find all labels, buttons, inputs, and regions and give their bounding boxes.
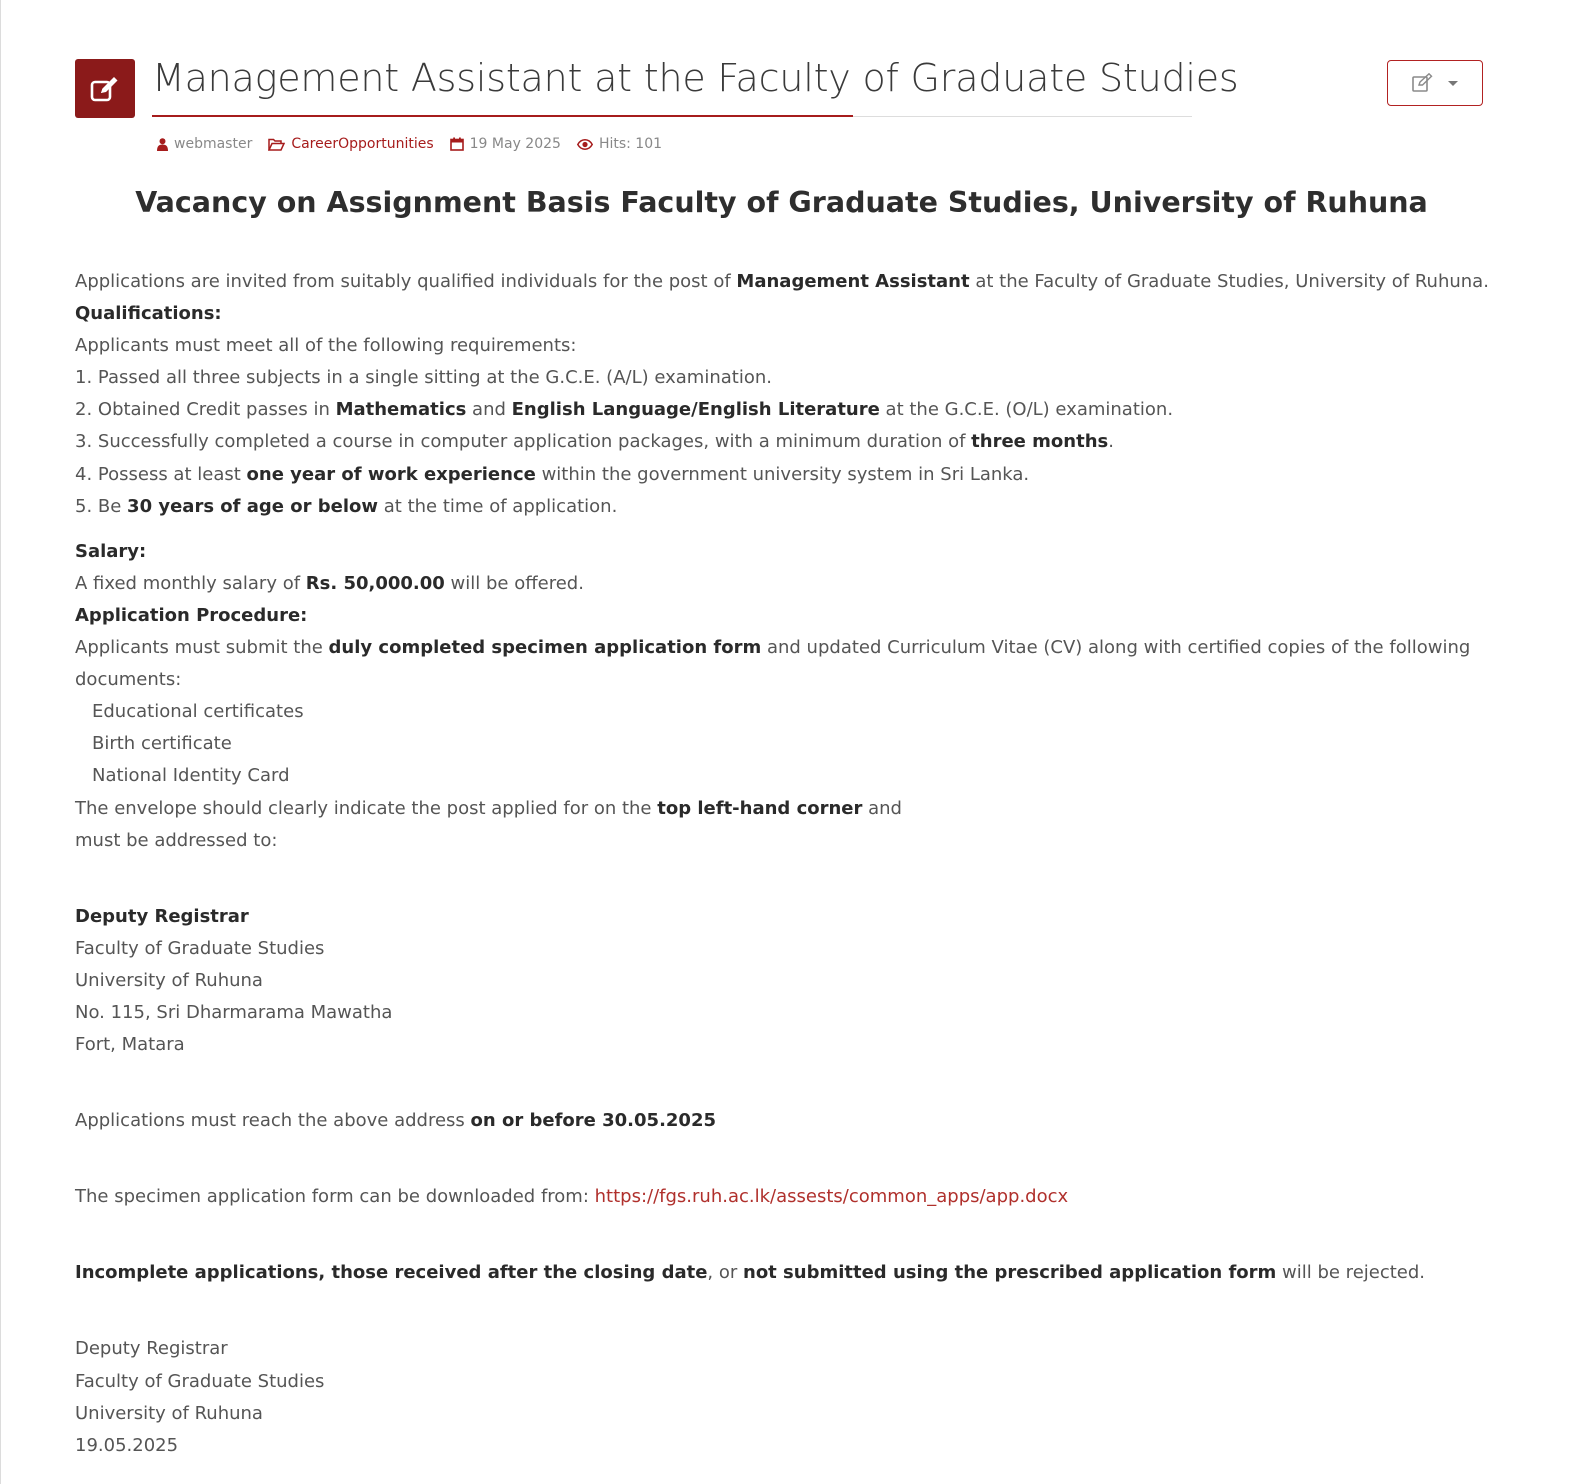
requirement-4	[75, 459, 1495, 491]
salary-amount: Rs. 50,000.00	[305, 572, 445, 594]
article-body	[75, 266, 1495, 1462]
article-meta	[157, 133, 678, 155]
req5-age: 30 years of age or below	[127, 495, 379, 517]
procedure-text-end: and updated Curriculum Vitae (CV) along with certified copies of the following documents:	[75, 637, 1471, 691]
category-link[interactable]: CareerOpportunities	[291, 136, 434, 152]
rejection-bold-1: Incomplete applications, those received after the closing date	[75, 1262, 708, 1284]
spacer	[75, 1213, 1495, 1257]
req5-text: 5. Be	[75, 495, 128, 517]
envelope-text: The envelope should clearly indicate the post applied for on the	[75, 797, 658, 819]
intro-text-end: at the Faculty of Graduate Studies, University of Ruhuna.	[969, 271, 1489, 292]
req2-text: 2. Obtained Credit passes in	[75, 399, 336, 421]
salary-paragraph	[75, 568, 1495, 600]
req4-text-end: within the government university system in Sri Lanka.	[535, 463, 1030, 485]
requirement-5	[75, 491, 1495, 523]
article-edit-icon	[75, 59, 135, 118]
address-title-text: Deputy Registrar	[75, 905, 249, 927]
salary-label: Salary:	[75, 540, 147, 562]
signature-line: Faculty of Graduate Studies	[75, 1370, 325, 1392]
intro-text: Applications are invited from suitably qualified individuals for the post of	[75, 271, 737, 292]
folder-open-icon	[268, 138, 285, 151]
requirement-1: 1. Passed all three subjects in a single sitting at the G.C.E. (A/L) examination.	[75, 367, 772, 389]
procedure-paragraph	[75, 632, 1495, 696]
requirement-3	[75, 426, 1495, 458]
signature-date: 19.05.2025	[75, 1434, 179, 1456]
page-title-wrap	[152, 50, 1239, 117]
address-title	[75, 901, 1495, 933]
qualifications-heading	[75, 298, 1495, 330]
document-item: Birth certificate	[92, 733, 232, 755]
salary-text: A fixed monthly salary of	[75, 572, 306, 594]
address-line: Fort, Matara	[75, 1034, 185, 1056]
rejection-or: , or	[707, 1262, 743, 1284]
qualifications-intro: Applicants must meet all of the following requirements:	[75, 335, 577, 357]
envelope-paragraph	[75, 793, 1495, 825]
download-text: The specimen application form can be downloaded from:	[75, 1186, 595, 1208]
eye-icon	[577, 139, 593, 150]
rejection-bold-2: not submitted using the prescribed application form	[743, 1262, 1277, 1284]
procedure-form: duly completed specimen application form	[328, 637, 762, 659]
requirement-2	[75, 394, 1495, 426]
spacer	[75, 857, 1495, 901]
procedure-label: Application Procedure:	[75, 604, 308, 626]
edit-icon	[1412, 73, 1434, 93]
meta-date	[450, 136, 561, 152]
address-line: No. 115, Sri Dharmarama Mawatha	[75, 1001, 393, 1023]
req2-text-end: at the G.C.E. (O/L) examination.	[879, 399, 1174, 421]
user-icon	[157, 138, 168, 151]
req2-english: English Language/English Literature	[511, 399, 880, 421]
rejection-paragraph	[75, 1257, 1495, 1289]
deadline-paragraph	[75, 1105, 1495, 1137]
document-item: Educational certificates	[92, 701, 304, 723]
rejection-text-end: will be rejected.	[1276, 1262, 1426, 1284]
edit-dropdown-button[interactable]	[1387, 60, 1483, 106]
req2-math: Mathematics	[335, 399, 467, 421]
signature-line: Deputy Registrar	[75, 1338, 228, 1360]
spacer	[75, 1289, 1495, 1333]
document-item: National Identity Card	[92, 765, 290, 787]
salary-text-end: will be offered.	[444, 572, 584, 594]
address-line: Faculty of Graduate Studies	[75, 937, 325, 959]
download-paragraph	[75, 1181, 1495, 1213]
meta-category	[268, 136, 433, 152]
calendar-icon	[450, 137, 464, 151]
signature-line: University of Ruhuna	[75, 1402, 263, 1424]
address-line: University of Ruhuna	[75, 969, 263, 991]
qualifications-label: Qualifications:	[75, 303, 222, 325]
meta-author	[157, 136, 252, 152]
req3-end: .	[1108, 431, 1114, 453]
page-title: Management Assistant at the Faculty of Graduate Studies	[152, 56, 1239, 100]
req5-text-end: at the time of application.	[378, 495, 618, 517]
deadline-text: Applications must reach the above address	[75, 1110, 471, 1132]
intro-post: Management Assistant	[736, 271, 970, 292]
spacer	[75, 523, 1495, 536]
meta-hits	[577, 136, 662, 152]
title-accent-line	[152, 115, 853, 117]
meta-hits-text: Hits: 101	[598, 136, 663, 152]
req4-experience: one year of work experience	[246, 463, 536, 485]
req2-and: and	[466, 399, 512, 421]
procedure-heading	[75, 600, 1495, 632]
deadline-date: on or before 30.05.2025	[470, 1110, 717, 1132]
envelope-corner: top left-hand corner	[657, 797, 863, 819]
req3-duration: three months	[971, 431, 1109, 453]
spacer	[75, 1061, 1495, 1105]
procedure-text: Applicants must submit the	[75, 637, 329, 659]
salary-heading	[75, 536, 1495, 568]
edit-icon	[90, 76, 120, 102]
page-left-border	[0, 0, 1, 1484]
intro-paragraph	[75, 266, 1495, 298]
meta-author-text: webmaster	[174, 136, 253, 152]
meta-date-text: 19 May 2025	[469, 136, 561, 152]
envelope-address-line: must be addressed to:	[75, 829, 278, 851]
spacer	[75, 1137, 1495, 1181]
article-heading: Vacancy on Assignment Basis Faculty of Graduate Studies, University of Ruhuna	[135, 186, 1428, 219]
req4-text: 4. Possess at least	[75, 463, 247, 485]
req3-text: 3. Successfully completed a course in computer application packages, with a minimum duration of	[75, 431, 972, 453]
download-link[interactable]: https://fgs.ruh.ac.lk/assests/common_apps/app.docx	[594, 1186, 1069, 1208]
envelope-and: and	[862, 797, 902, 819]
chevron-down-icon	[1448, 81, 1458, 86]
